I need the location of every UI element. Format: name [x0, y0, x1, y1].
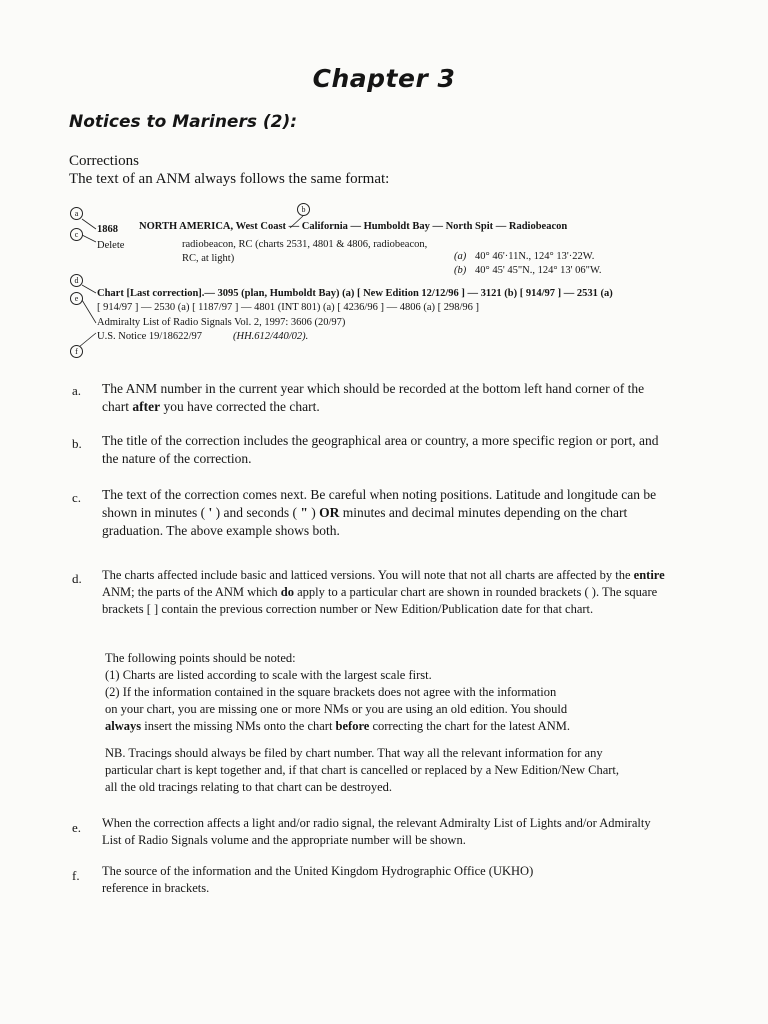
item-b-text: The title of the correction includes the geographical area or country, a more specific region or port, and the nature of the correction. — [102, 433, 659, 466]
position-b-label: (b) — [454, 265, 467, 276]
notes-block — [105, 650, 665, 735]
charts-line2: [ 914/97 ] — 2530 (a) [ 1187/97 ] — 4801 (INT 801) (a) [ 4236/96 ] — 4806 (a) [ 298/96 ] — [97, 302, 480, 313]
item-d-letter: d. — [72, 571, 82, 586]
item-c-text-part: minutes and decimal minutes depending on the chart graduation. The above example shows both. — [102, 505, 628, 538]
item-c-text-part: ) — [307, 505, 320, 520]
anm-action: Delete — [97, 240, 125, 251]
note-point-1: (1) Charts are listed according to scale with the largest scale first. — [105, 668, 432, 682]
callout-d: d — [70, 274, 83, 287]
anm-text-line2: RC, at light) — [182, 253, 235, 264]
item-d-text-part: The charts affected include basic and latticed versions. You will note that not all charts are affected by the — [102, 568, 634, 582]
item-d-do-bold: do — [280, 585, 294, 599]
callout-a: a — [70, 207, 83, 220]
note-before-bold: before — [335, 719, 370, 733]
anm-number: 1868 — [97, 224, 118, 235]
position-a-label: (a) — [454, 251, 467, 262]
item-d-text — [102, 567, 677, 618]
item-a-letter: a. — [72, 383, 82, 398]
item-c-or-bold: OR — [319, 505, 340, 520]
charts-line1: Chart [Last correction].— 3095 (plan, Humboldt Bay) (a) [ New Edition 12/12/96 ] — 3121 (b) [ 914/97 ] — 2531 (a) — [97, 288, 613, 299]
item-e-letter: e. — [72, 820, 82, 835]
item-c-minute-symbol: ' — [208, 505, 213, 520]
item-c-text-part: ) and seconds ( — [212, 505, 301, 520]
note-point-2-line1: (2) If the information contained in the square brackets does not agree with the information — [105, 685, 557, 699]
position-a: 40° 46'·11N., 124° 13'·22W. — [475, 251, 595, 262]
callout-b: b — [297, 203, 310, 216]
item-f-text: The source of the information and the United Kingdom Hydrographic Office (UKHO) reference in brackets. — [102, 864, 534, 895]
source-notice: U.S. Notice 19/18622/97 — [97, 331, 202, 342]
item-c-text — [102, 486, 662, 540]
item-b-letter: b. — [72, 436, 82, 451]
intro-text: The text of an ANM always follows the same format: — [69, 171, 390, 187]
position-b: 40° 45' 45"N., 124° 13' 06"W. — [475, 265, 602, 276]
subheading: Corrections — [69, 153, 139, 169]
item-c-second-symbol: " — [300, 505, 308, 520]
note-point-2-line3 — [105, 718, 665, 735]
item-d-text-part: ANM; the parts of the ANM which — [102, 585, 281, 599]
item-a-text — [102, 380, 662, 416]
item-e-text: When the correction affects a light and/or radio signal, the relevant Admiralty List of Lights and/or Admiralty List of Radio Signals volume and the appropriate number will be shown. — [102, 816, 651, 847]
nb-note: NB. Tracings should always be filed by chart number. That way all the relevant information for any particular chart is kept together and, if that chart is cancelled or replaced by a New Edition/New Chart, all the old tracings relating to that chart can be destroyed. — [105, 746, 620, 794]
note-text-part: correcting the chart for the latest ANM. — [369, 719, 570, 733]
callout-f: f — [70, 345, 83, 358]
item-f-letter: f. — [72, 868, 80, 883]
item-a-bold: after — [132, 399, 161, 414]
item-c-text-part: The text of the correction comes next. Be careful when noting positions. Latitude and longitude can be shown in minutes ( — [102, 487, 657, 520]
callout-c: c — [70, 228, 83, 241]
section-title: Notices to Mariners (2): — [69, 112, 298, 132]
anm-text-line1: radiobeacon, RC (charts 2531, 4801 & 4806, radiobeacon, — [182, 239, 428, 250]
note-always-bold: always — [105, 719, 142, 733]
admiralty-list-ref: Admiralty List of Radio Signals Vol. 2, 1997: 3606 (20/97) — [97, 317, 346, 328]
note-point-2-line2: on your chart, you are missing one or more NMs or you are using an old edition. You should — [105, 702, 568, 716]
item-c-letter: c. — [72, 490, 82, 505]
callout-e: e — [70, 292, 83, 305]
notes-intro: The following points should be noted: — [105, 651, 296, 665]
item-d-entire-bold: entire — [633, 568, 665, 582]
item-a-text-part: The ANM number in the current year which should be recorded at the bottom left hand corner of the chart — [102, 381, 645, 414]
chapter-title: Chapter 3 — [312, 64, 456, 93]
item-a-text-part: you have corrected the chart. — [160, 399, 320, 414]
note-text-part: insert the missing NMs onto the chart — [141, 719, 336, 733]
source-ref: (HH.612/440/02). — [233, 331, 309, 342]
item-d-text-part: apply to a particular chart are shown in rounded brackets ( ). The square brackets [ ] contain the previous correction number or New Edition/Publication date for that chart. — [102, 585, 658, 616]
anm-title: NORTH AMERICA, West Coast — California — Humboldt Bay — North Spit — Radiobeacon — [139, 221, 568, 232]
